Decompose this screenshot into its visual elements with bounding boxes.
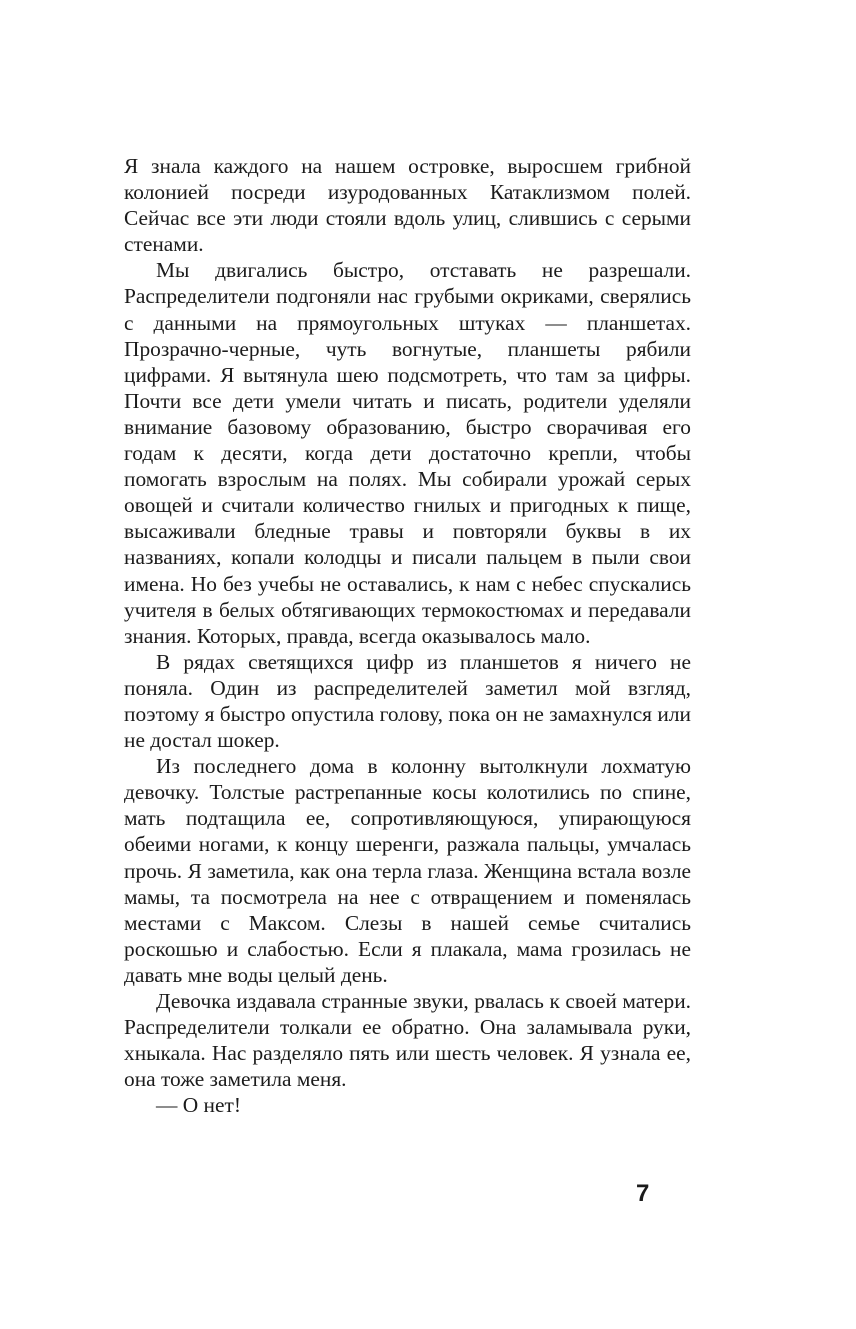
- page-body-text: [124, 153, 691, 1118]
- paragraph-5: Девочка издавала странные звуки, рвалась к своей матери. Распределители толкали ее обратно. Она заламывала руки, хныкала. Нас разделяло пять или шесть человек. Я узнала ее, она тоже заметила меня.: [124, 989, 691, 1092]
- dialogue-line: — О нет!: [156, 1093, 241, 1118]
- paragraph-3: В рядах светящихся цифр из планшетов я ничего не поняла. Один из распределителей заметил мой взгляд, поэтому я быстро опустила голову, пока он не замахнулся или не достал шокер.: [124, 649, 691, 753]
- page-number: 7: [636, 1180, 650, 1207]
- paragraph-2: Мы двигались быстро, отставать не разрешали. Распределители подгоняли нас грубыми окриками, сверялись с данными на прямоугольных штуках — планшетах. Прозрачно-черные, чуть вогнутые, планшеты рябили цифрами. Я вытянула шею подсмотреть, что там за цифры. Почти все дети умели читать и писать, родители уделяли внимание базовому образованию, быстро сворачивая его годам к десяти, когда дети достаточно крепли, чтобы помогать взрослым на полях. Мы собирали урожай серых овощей и считали количество гнилых и пригодных к пище, высаживали бледные травы и повторяли буквы в их названиях, копали колодцы и писали пальцем в пыли свои имена. Но без учебы не оставались, к нам с небес спускались учителя в белых обтягивающих термокостюмах и передавали знания. Которых, правда, всегда оказывалось мало.: [124, 258, 691, 648]
- paragraph-4: Из последнего дома в колонну вытолкнули лохматую девочку. Толстые растрепанные косы колотились по спине, мать подтащила ее, сопротивляющуюся, упирающуюся обеими ногами, к концу шеренги, разжала пальцы, умчалась прочь. Я заметила, как она терла глаза. Женщина встала возле мамы, та посмотрела на нее с отвращением и поменялась местами с Максом. Слезы в нашей семье считались роскошью и слабостью. Если я плакала, мама грозилась не давать мне воды целый день.: [124, 754, 691, 987]
- paragraph-1: Я знала каждого на нашем островке, выросшем грибной колонией посреди изуродованных Катаклизмом полей. Сейчас все эти люди стояли вдоль улиц, слившись с серыми стенами.: [124, 154, 691, 257]
